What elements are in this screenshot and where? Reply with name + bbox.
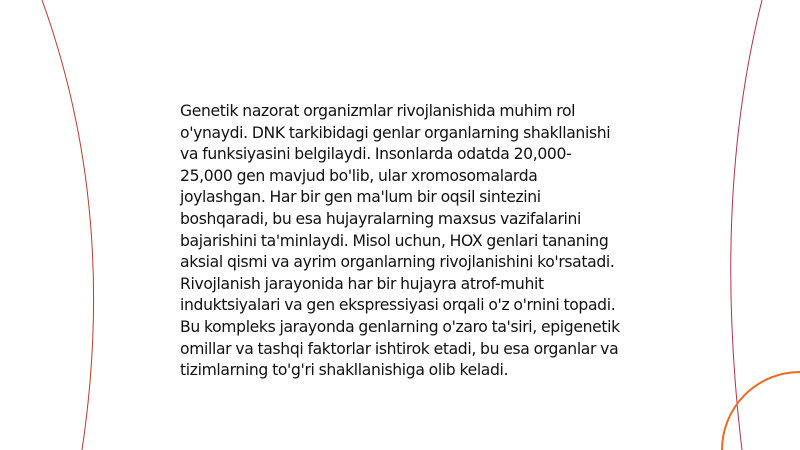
slide-body-text: Genetik nazorat organizmlar rivojlanishida muhim rol o'ynaydi. DNK tarkibidagi genlar organlarning shakllanishi va funksiyasini belgilaydi. Insonlarda odatda 20,000-25,000 gen mavjud bo'lib, ular xromosomalarda joylashgan. Har bir gen ma'lum bir oqsil sintezini boshqaradi, bu esa hujayralarning maxsus vazifalarini bajarishini ta'minlaydi. Misol uchun, HOX genlari tananing aksial qismi va ayrim organlarning rivojlanishini ko'rsatadi. Rivojlanish jarayonida har bir hujayra atrof-muhit induktsiyalari va gen ekspressiyasi orqali o'z o'rnini topadi. Bu kompleks jarayonda genlarning o'zaro ta'siri, epigenetik omillar va tashqi faktorlar ishtirok etadi, bu esa organlar va tizimlarning to'g'ri shakllanishiga olib keladi. (180, 102, 620, 380)
orange-circle-decoration (722, 372, 800, 450)
right-arc-decoration (731, 0, 762, 450)
left-arc-decoration (42, 0, 94, 450)
